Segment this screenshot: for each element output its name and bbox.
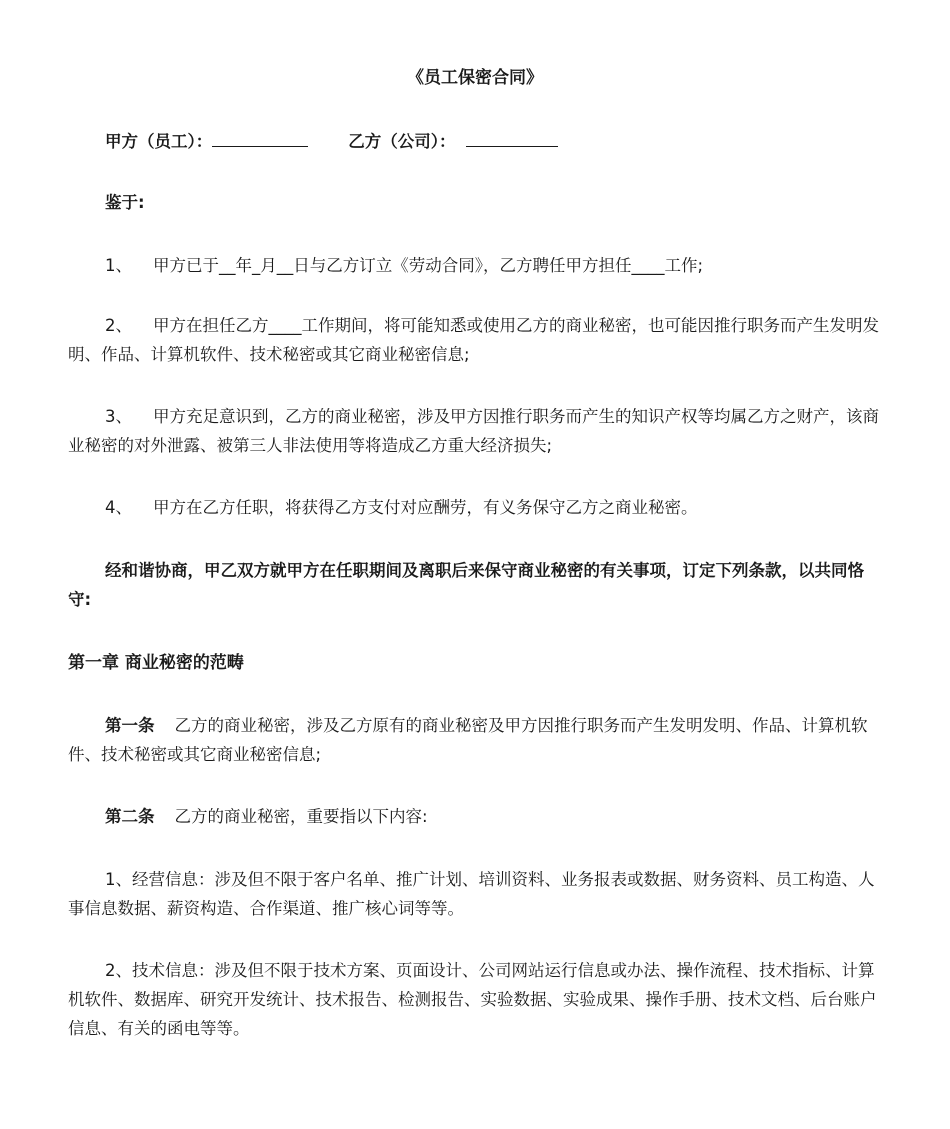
recital-number: 3、	[105, 407, 132, 426]
recital-text: 甲方已于__年_月__日与乙方订立《劳动合同》，乙方聘任甲方担任____工作;	[153, 256, 704, 275]
article-label: 第一条	[105, 716, 155, 735]
article-text: 乙方的商业秘密，重要指以下内容:	[174, 807, 428, 826]
business-info-item: 1、经营信息：涉及但不限于客户名单、推广计划、培训资料、业务报表或数据、财务资料、员工构造、人事信息数据、薪资构造、合作渠道、推广核心词等等。	[68, 870, 875, 918]
whereas-label: 鉴于:	[105, 193, 145, 212]
recital-2	[68, 311, 882, 369]
party-a-blank	[212, 128, 308, 147]
recital-number: 4、	[105, 498, 132, 517]
recital-text: 甲方在担任乙方____工作期间，将可能知悉或使用乙方的商业秘密，也可能因推行职务而产生发明发明、作品、计算机软件、技术秘密或其它商业秘密信息;	[68, 316, 879, 364]
article-2	[68, 802, 882, 831]
party-b-blank	[466, 128, 558, 147]
recital-text: 甲方在乙方任职，将获得乙方支付对应酬劳，有义务保守乙方之商业秘密。	[153, 498, 698, 517]
recital-number: 1、	[105, 256, 132, 275]
chapter-heading: 第一章 商业秘密的范畴	[68, 653, 244, 673]
document-title: 《员工保密合同》	[407, 68, 543, 88]
article-1	[68, 711, 882, 769]
parties-line	[105, 128, 558, 155]
recital-3	[68, 402, 882, 460]
recital-1	[68, 251, 882, 280]
agreement-paragraph: 经和谐协商，甲乙双方就甲方在任职期间及离职后来保守商业秘密的有关事项，订定下列条款，以共同恪守:	[68, 561, 864, 609]
article-text: 乙方的商业秘密，涉及乙方原有的商业秘密及甲方因推行职务而产生发明发明、作品、计算机软件、技术秘密或其它商业秘密信息;	[68, 716, 868, 764]
article-label: 第二条	[105, 807, 155, 826]
recital-number: 2、	[105, 316, 132, 335]
technical-info-item: 2、技术信息：涉及但不限于技术方案、页面设计、公司网站运行信息或办法、操作流程、技术指标、计算机软件、数据库、研究开发统计、技术报告、检测报告、实验数据、实验成果、操作手册、技术文档、后台账户信息、有关的函电等等。	[68, 961, 877, 1038]
party-b-label: 乙方（公司）：	[348, 132, 456, 151]
recital-4	[68, 493, 882, 522]
party-a-label: 甲方（员工）：	[105, 132, 213, 151]
recital-text: 甲方充足意识到，乙方的商业秘密，涉及甲方因推行职务而产生的知识产权等均属乙方之财产，该商业秘密的对外泄露、被第三人非法使用等将造成乙方重大经济损失;	[68, 407, 879, 455]
